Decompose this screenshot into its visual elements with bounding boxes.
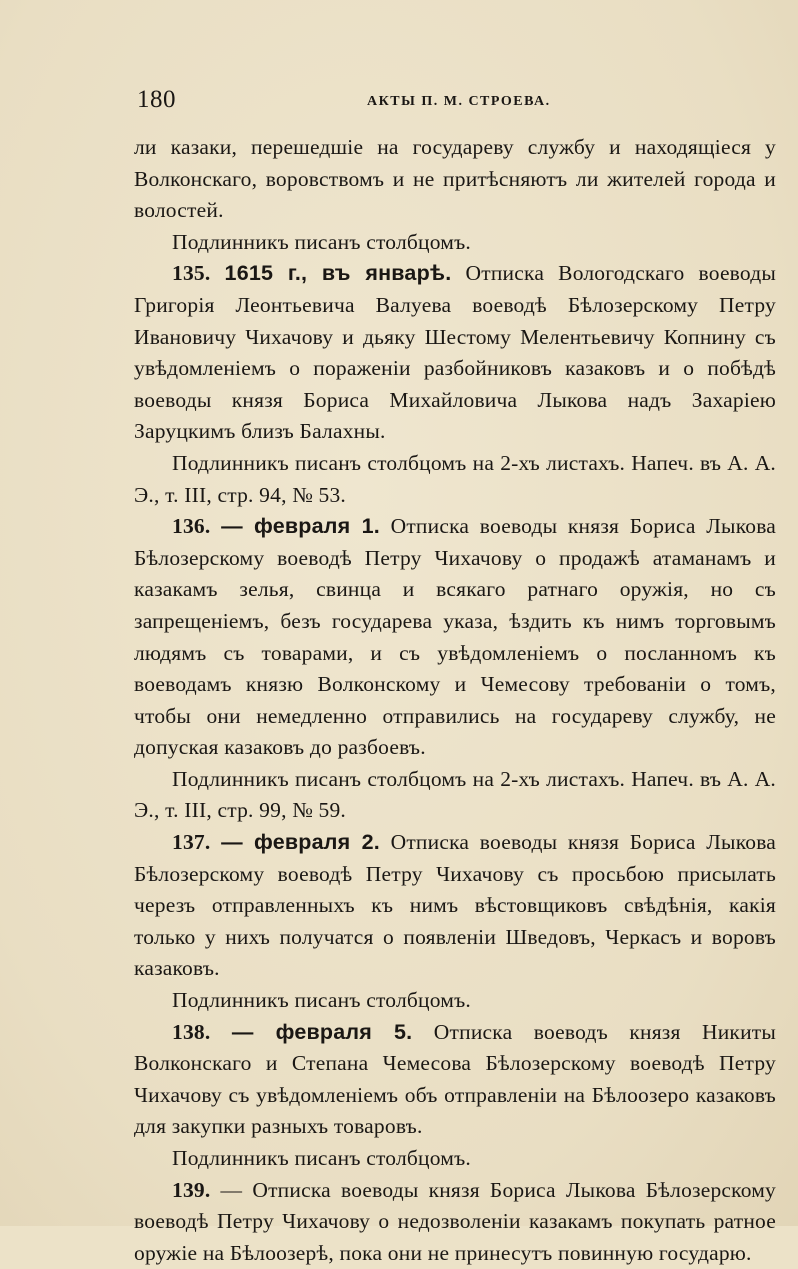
entry-text: Отписка воеводы князя Бориса Лыкова Бѣлозерскому воеводѣ Петру Чихачову съ просьбою присылать черезъ отправленныхъ къ нимъ вѣстовщиковъ свѣдѣнія, какія только у нихъ получатся о появленіи Шведовъ, Черкасъ и воровъ казаковъ. xyxy=(134,830,777,981)
source-note-text: Подлинникъ писанъ столбцомъ на 2-хъ листахъ. Напеч. въ А. А. Э., т. III, стр. 99, № 59. xyxy=(134,766,776,823)
entry-137 xyxy=(134,827,776,985)
entry-date: — февраля 1. xyxy=(221,514,380,539)
source-note xyxy=(134,1143,776,1175)
entry-text: Отписка Вологодскаго воеводы Григорія Леонтьевича Валуева воеводѣ Бѣлозерскому Петру Ивановичу Чихачову и дьяку Шестому Мелентьевичу Копнину съ увѣдомленіемъ о пораженіи разбойниковъ казаковъ и о побѣдѣ воеводы князя Бориса Михайловича Лыкова надъ Захаріею Заруцкимъ близъ Балахны. xyxy=(134,261,777,444)
entry-number: 137. xyxy=(172,830,211,855)
page-body xyxy=(134,132,776,1269)
entry-date: 1615 г., въ январѣ. xyxy=(224,261,452,286)
entry-dash: — xyxy=(220,1177,243,1202)
paragraph-continuation xyxy=(134,132,776,227)
running-title: АКТЫ П. М. СТРОЕВА. xyxy=(367,94,551,109)
entry-text: Отписка воеводы князя Бориса Лыкова Бѣлозерскому воеводѣ Петру Чихачову о продажѣ атаманамъ и казакамъ зелья, свинца и всякаго ратнаго оружія, но съ запрещеніемъ, безъ государева указа, ѣздить къ нимъ торговымъ людямъ съ товарами, и съ увѣдомленіемъ о посланномъ къ воеводамъ князю Волконскому и Чемесову требованіи о томъ, чтобы они немедленно отправились на государеву службу, не допуская казаковъ до разбоевъ. xyxy=(134,514,777,760)
entry-date: — февраля 5. xyxy=(231,1019,413,1044)
entry-138 xyxy=(134,1017,776,1143)
source-note xyxy=(134,227,776,259)
source-note-text: Подлинникъ писанъ столбцомъ. xyxy=(172,1146,471,1170)
page-header xyxy=(137,86,777,116)
source-note-text: Подлинникъ писанъ столбцомъ. xyxy=(172,229,471,254)
entry-135 xyxy=(134,258,776,448)
entry-136 xyxy=(134,511,776,764)
entry-number: 135. xyxy=(172,261,211,286)
paragraph-text: ли казаки, перешедшіе на государеву службу и находящіеся у Волконскаго, воровствомъ и не притѣсняютъ ли жителей города и волостей. xyxy=(134,135,776,223)
source-note xyxy=(134,764,776,827)
source-note-text: Подлинникъ писанъ столбцомъ. xyxy=(172,988,471,1013)
entry-number: 138. xyxy=(172,1019,211,1044)
entry-139 xyxy=(134,1175,776,1269)
entry-number: 136. xyxy=(172,514,211,539)
entry-date: — февраля 2. xyxy=(221,830,380,855)
source-note xyxy=(134,448,776,511)
entry-text: Отписка воеводъ князя Никиты Волконскаго и Степана Чемесова Бѣлозерскому воеводѣ Петру Чихачову съ увѣдомленіемъ объ отправленіи на Бѣлоозеро казаковъ для закупки разныхъ товаровъ. xyxy=(134,1019,777,1139)
entry-text: Отписка воеводы князя Бориса Лыкова Бѣлозерскому воеводѣ Петру Чихачову о недозволеніи казакамъ покупать ратное оружіе на Бѣлоозерѣ, пока они не принесутъ повинную государю. xyxy=(134,1177,777,1265)
entry-number: 139. xyxy=(172,1177,211,1202)
source-note-text: Подлинникъ писанъ столбцомъ на 2-хъ листахъ. Напеч. въ А. А. Э., т. III, стр. 94, № 53. xyxy=(134,450,776,507)
source-note xyxy=(134,985,776,1017)
page-number: 180 xyxy=(137,86,176,113)
